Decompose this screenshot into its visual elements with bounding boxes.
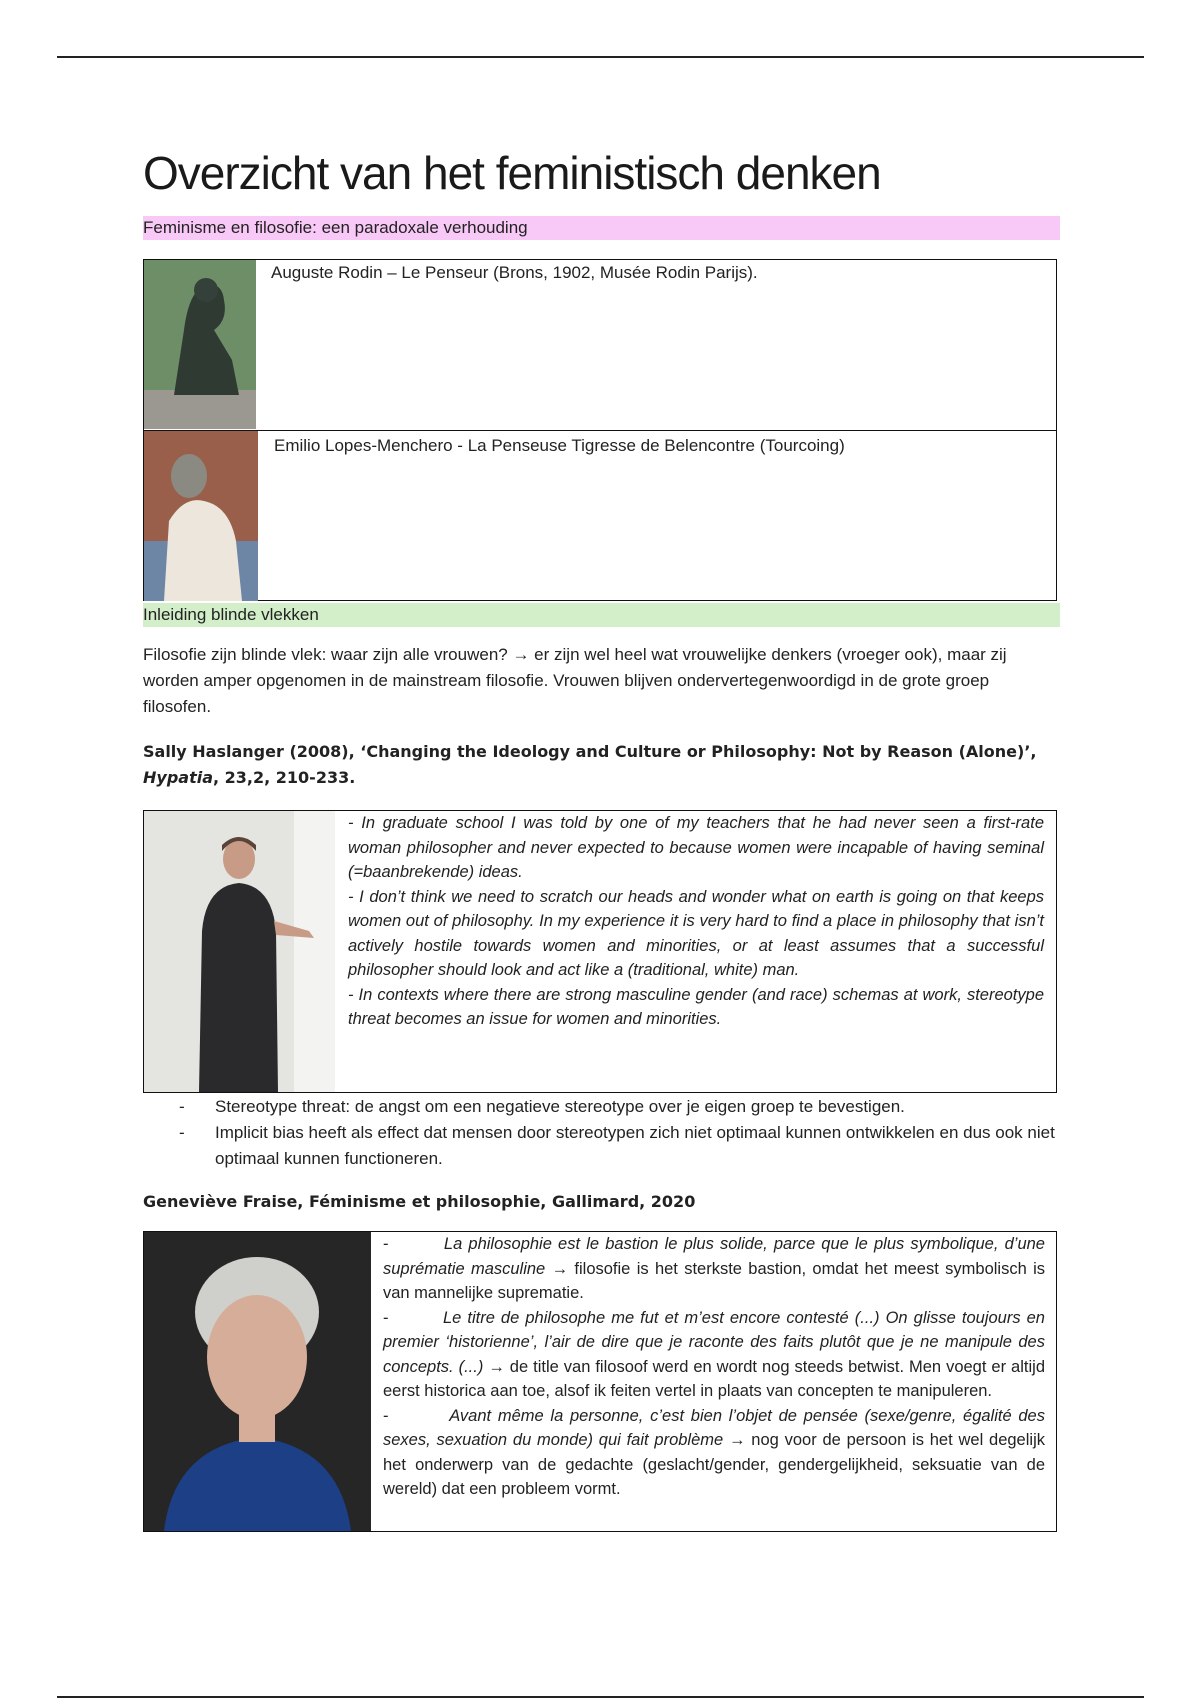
- fraise-quote-1-nl: → filosofie is het sterkste bastion, omdat het meest symbolisch is van mannelijke suprematie.: [383, 1259, 1046, 1302]
- fraise-quote-2-nl: → de title van filosoof werd en wordt nog steeds betwist. Men voegt er altijd eerst historica aan toe, alsof ik feiten vertel in plaats van concepten te manipuleren.: [383, 1357, 1045, 1400]
- list-item: [143, 1094, 1060, 1120]
- fraise-quote-3: - Avant même la personne, c’est bien l’objet de pensée (sexe/genre, égalité des sexes, sexuation du monde) qui fait problème → nog voor de persoon is het wel degelijk het onderwerp van de gedachte (geslacht/gender, gendergelijkheid, seksuatie van de wereld) dat een probleem vormt.: [383, 1406, 1045, 1498]
- fraise-quote-3-nl: → nog voor de persoon is het wel degelijk het onderwerp van de gedachte (geslacht/gender, gendergelijkheid, seksuatie van de wereld) dat een probleem vormt.: [383, 1431, 1045, 1498]
- stereotype-bullet-list: [143, 1094, 1060, 1172]
- haslanger-quote-box: [143, 810, 1057, 1093]
- statue-table: [143, 259, 1057, 601]
- haslanger-quote-3: - In contexts where there are strong masculine gender (and race) schemas at work, stereotype threat becomes an issue for women and minorities.: [348, 985, 1044, 1028]
- top-rule: [57, 56, 1144, 58]
- haslanger-quotes: [348, 811, 1044, 1032]
- section-heading-blind-spots: Inleiding blinde vlekken: [143, 603, 1060, 627]
- bullet-text: Stereotype threat: de angst om een negatieve stereotype over je eigen groep te bevestigen.: [215, 1097, 905, 1116]
- fraise-reference: Geneviève Fraise, Féminisme et philosophie, Gallimard, 2020: [143, 1192, 696, 1211]
- fraise-quote-box: [143, 1231, 1057, 1532]
- bottom-rule: [57, 1696, 1144, 1698]
- list-item: [143, 1120, 1060, 1172]
- rodin-thinker-image: [144, 260, 256, 429]
- bullet-dash: -: [179, 1097, 185, 1116]
- bullet-dash: -: [179, 1123, 185, 1142]
- penseuse-tigresse-image: [144, 431, 258, 601]
- fraise-quote-1: - La philosophie est le bastion le plus solide, parce que le plus symbolique, d’une suprématie masculine → filosofie is het sterkste bastion, omdat het meest symbolisch is van mannelijke suprematie.: [383, 1235, 1046, 1302]
- bullet-text: Implicit bias heeft als effect dat mensen door stereotypen zich niet optimaal kunnen ontwikkelen en dus ook niet optimaal kunnen functioneren.: [215, 1123, 1055, 1168]
- haslanger-reference-main: Sally Haslanger (2008), ‘Changing the Ideology and Culture or Philosophy: Not by Reason (Alone)’,: [143, 742, 1037, 761]
- statue-row-lopes: [144, 431, 1056, 601]
- rodin-caption: Auguste Rodin – Le Penseur (Brons, 1902, Musée Rodin Parijs).: [271, 263, 758, 282]
- haslanger-photo: [144, 811, 335, 1092]
- haslanger-reference-tail: , 23,2, 210-233.: [213, 768, 356, 787]
- fraise-quote-2: - Le titre de philosophe me fut et m’est encore contesté (...) On glisse toujours en premier ‘historienne’, l’air de dire que je raconte des faits plutôt que je ne manipule des concepts. (...) → de title van filosoof werd en wordt nog steeds betwist. Men voegt er altijd eerst historica aan toe, alsof ik feiten vertel in plaats van concepten te manipuleren.: [383, 1308, 1045, 1400]
- haslanger-journal: Hypatia: [143, 768, 213, 787]
- fraise-photo: [144, 1232, 371, 1531]
- section-heading-feminism-philosophy: Feminisme en filosofie: een paradoxale verhouding: [143, 216, 1060, 240]
- fraise-quote-1-fr: La philosophie est le bastion le plus solide, parce que le plus symbolique, d’une suprématie masculine: [383, 1235, 1045, 1278]
- page-title: Overzicht van het feministisch denken: [143, 147, 881, 199]
- haslanger-reference: [143, 739, 1060, 791]
- fraise-quote-3-fr: Avant même la personne, c’est bien l’objet de pensée (sexe/genre, égalité des sexes, sexuation du monde) qui fait problème: [383, 1406, 1045, 1449]
- statue-row-rodin: [144, 260, 1056, 431]
- fraise-quotes: [383, 1232, 1045, 1502]
- haslanger-quote-1: - In graduate school I was told by one of my teachers that he had never seen a first-rate woman philosopher and never expected to because women were incapable of having seminal (=baanbrekende) ideas.: [348, 814, 1044, 881]
- fraise-quote-2-fr: Le titre de philosophe me fut et m’est encore contesté (...) On glisse toujours en premier ‘historienne’, l’air de dire que je raconte des faits plutôt que je ne manipule des concepts. (...): [383, 1308, 1045, 1376]
- lopes-caption: Emilio Lopes-Menchero - La Penseuse Tigresse de Belencontre (Tourcoing): [274, 436, 845, 455]
- haslanger-quote-2: - I don’t think we need to scratch our heads and wonder what on earth is going on that keeps women out of philosophy. In my experience it is very hard to find a place in philosophy that isn’t actively hostile towards women and minorities, or at least assumes that a successful philosopher should look and act like a (traditional, white) man.: [348, 887, 1044, 979]
- intro-paragraph: Filosofie zijn blinde vlek: waar zijn alle vrouwen? → er zijn wel heel wat vrouwelijke denkers (vroeger ook), maar zij worden amper opgenomen in de mainstream filosofie. Vrouwen blijven ondervertegenwoordigd in de grote groep filosofen.: [143, 645, 1007, 716]
